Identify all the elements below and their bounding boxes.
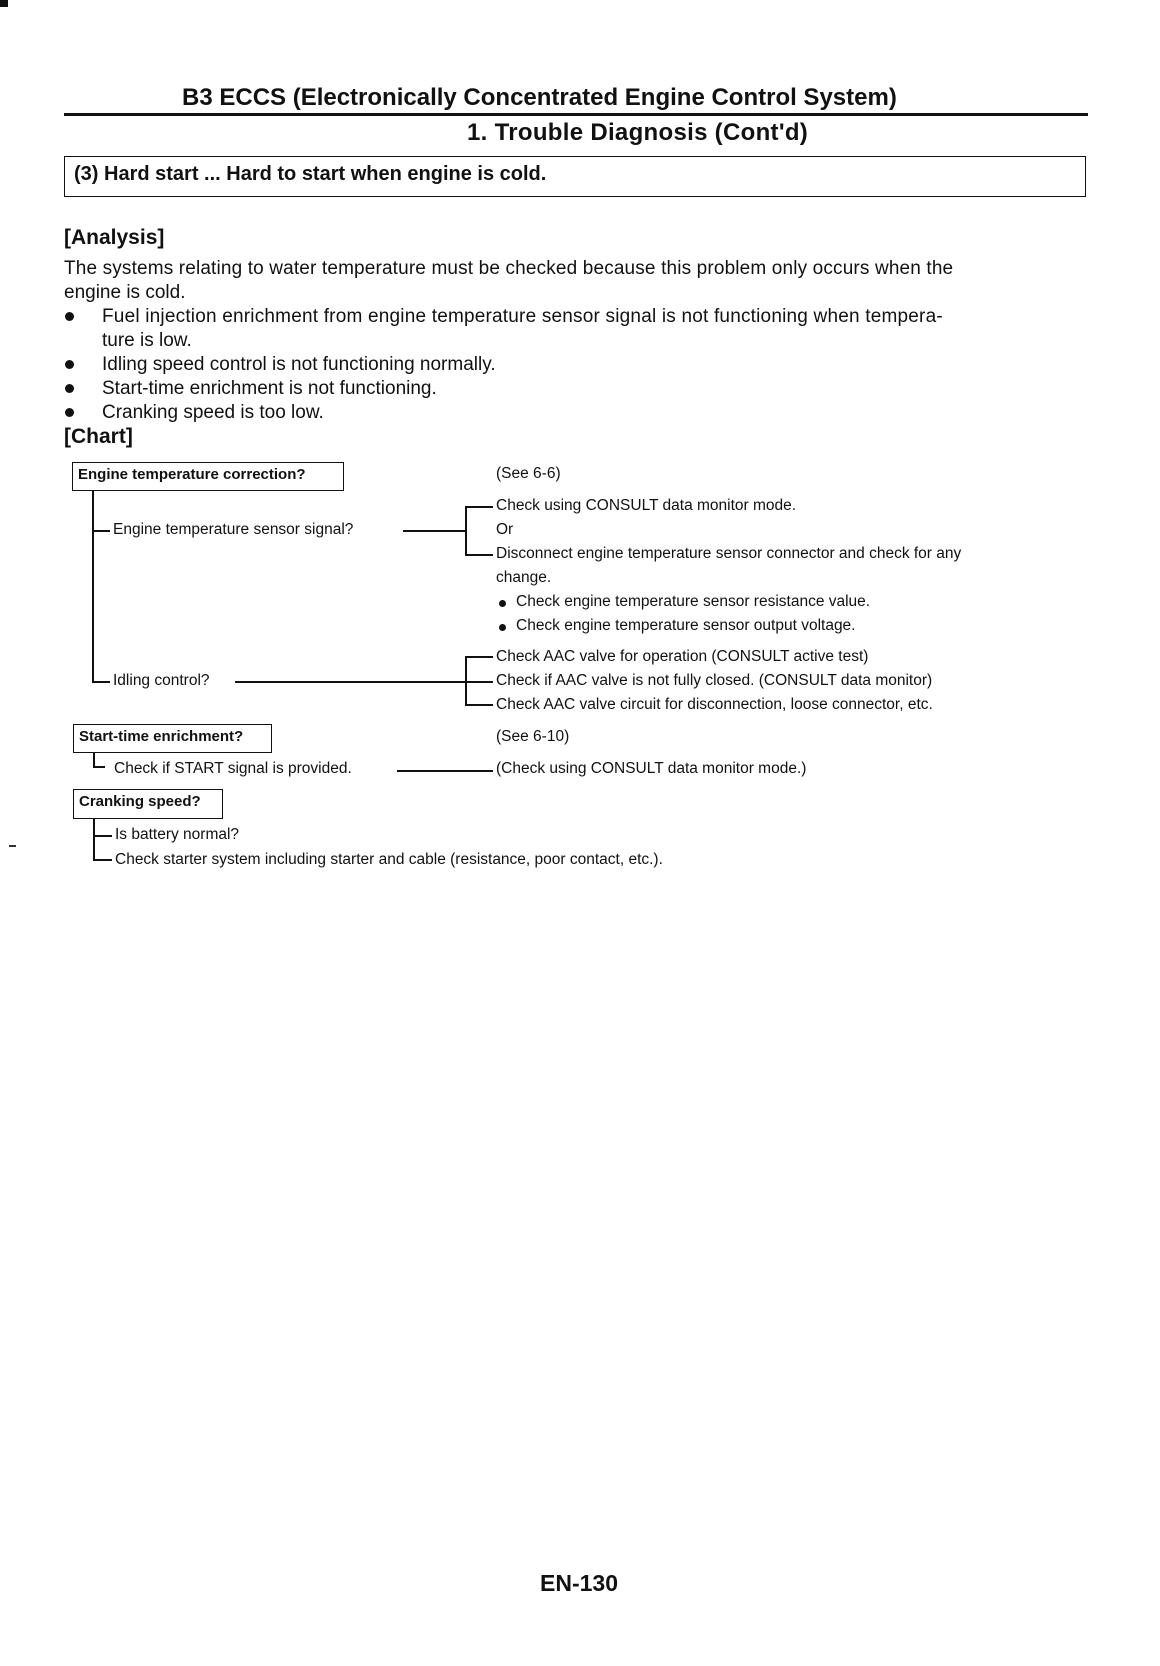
sensor-bracket-bottom (465, 554, 493, 556)
starter-branch-line (93, 859, 112, 861)
or-label: Or (496, 521, 514, 538)
sensor-branch-line (92, 530, 110, 532)
battery-check: Is battery normal? (115, 826, 240, 843)
engine-temp-correction-box (72, 462, 344, 491)
bullet-dot (65, 312, 74, 321)
engine-temp-see-reference: (See 6-6) (496, 465, 561, 482)
bullet-dot (499, 624, 506, 631)
page-number: EN-130 (540, 1570, 618, 1596)
battery-branch-line (93, 835, 112, 837)
check-sensor-voltage: Check engine temperature sensor output voltage. (516, 617, 856, 634)
start-signal-connector-line (397, 770, 493, 772)
idling-connector-line (235, 681, 465, 683)
bullet-dot (65, 384, 74, 393)
start-time-branch-line (93, 766, 105, 768)
engine-temp-sensor-label: Engine temperature sensor signal? (113, 521, 354, 538)
check-aac-operation: Check AAC valve for operation (CONSULT active test) (496, 648, 869, 665)
idling-bracket-middle (465, 681, 493, 683)
page-header-title: B3 ECCS (Electronically Concentrated Engine Control System) (182, 84, 897, 111)
section-title-box (64, 156, 1086, 197)
start-time-enrichment-label: Start-time enrichment? (79, 728, 244, 745)
start-time-trunk-line (93, 753, 95, 766)
cranking-trunk-line (93, 819, 95, 860)
check-aac-circuit: Check AAC valve circuit for disconnection, loose connector, etc. (496, 696, 933, 713)
bullet-dot (65, 408, 74, 417)
idling-branch-line (92, 681, 110, 683)
corner-registration-mark (0, 0, 8, 7)
idling-bracket-bottom (465, 704, 493, 706)
check-consult-monitor: Check using CONSULT data monitor mode. (496, 497, 797, 514)
analysis-intro-line-1: The systems relating to water temperature must be checked because this problem only occurs when the (64, 258, 954, 279)
start-time-see-reference: (See 6-10) (496, 728, 570, 745)
check-start-signal: Check if START signal is provided. (114, 760, 352, 777)
cranking-speed-box (73, 789, 223, 819)
analysis-intro-line-2: engine is cold. (64, 282, 186, 303)
bullet-dot (499, 600, 506, 607)
section-title: (3) Hard start ... Hard to start when engine is cold. (74, 163, 547, 185)
sensor-connector-line (403, 530, 465, 532)
sensor-bracket-top (465, 506, 493, 508)
analysis-bullet-1-line-1: Fuel injection enrichment from engine temperature sensor signal is not functioning when tempera- (102, 306, 943, 327)
idling-bracket-top (465, 656, 493, 658)
analysis-bullet-4: Cranking speed is too low. (102, 402, 324, 423)
engine-temp-trunk-line (92, 491, 94, 681)
chart-heading: [Chart] (64, 425, 133, 448)
check-sensor-resistance: Check engine temperature sensor resistance value. (516, 593, 871, 610)
check-start-consult: (Check using CONSULT data monitor mode.) (496, 760, 807, 777)
sensor-bracket-vertical (465, 506, 467, 555)
analysis-bullet-3: Start-time enrichment is not functioning. (102, 378, 437, 399)
header-rule (64, 113, 1088, 116)
check-aac-closed: Check if AAC valve is not fully closed. (CONSULT data monitor) (496, 672, 933, 689)
margin-tick-mark (9, 845, 16, 847)
start-time-enrichment-box (73, 724, 272, 753)
bullet-dot (65, 360, 74, 369)
analysis-heading: [Analysis] (64, 226, 165, 249)
starter-system-check: Check starter system including starter and cable (resistance, poor contact, etc.). (115, 851, 663, 868)
cranking-speed-label: Cranking speed? (79, 793, 201, 810)
disconnect-sensor-line-2: change. (496, 569, 552, 586)
disconnect-sensor-line-1: Disconnect engine temperature sensor connector and check for any (496, 545, 962, 562)
analysis-bullet-1-line-2: ture is low. (102, 330, 192, 351)
analysis-bullet-2: Idling speed control is not functioning normally. (102, 354, 496, 375)
engine-temp-correction-label: Engine temperature correction? (78, 466, 306, 483)
page-header-subtitle: 1. Trouble Diagnosis (Cont'd) (467, 119, 809, 146)
idling-control-label: Idling control? (113, 672, 210, 689)
